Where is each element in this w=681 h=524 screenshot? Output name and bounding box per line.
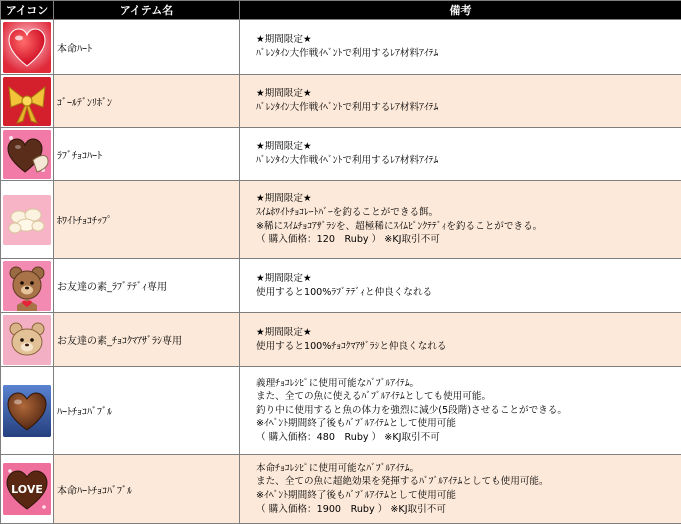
item-name: ｺﾞｰﾙﾃﾞﾝﾘﾎﾞﾝ [54, 75, 240, 128]
white-chocolate-chips-icon [3, 195, 51, 245]
heart-chocolate-bubble-icon [3, 385, 51, 437]
note-line: ★期間限定★ [256, 272, 312, 284]
item-name: お友達の素_ﾁｮｺｸﾏｱｻﾞﾗｼ専用 [54, 313, 240, 367]
note-line: ★期間限定★ [256, 34, 312, 46]
table-header-row [1, 1, 681, 20]
chocolate-heart-icon [3, 130, 51, 179]
note-line: ★期間限定★ [256, 141, 312, 153]
item-notes [240, 313, 681, 367]
note-line: （ 購入価格：120 Ruby ） ※KJ取引不可 [256, 234, 440, 246]
note-line: ﾊﾞﾚﾝﾀｲﾝ大作戦ｲﾍﾞﾝﾄで利用するﾚｱ材料ｱｲﾃﾑ [256, 102, 439, 113]
item-notes [240, 128, 681, 181]
icon-cell [1, 313, 54, 367]
note-line: 本命ﾁｮｺﾚｼﾋﾟに使用可能なﾊﾞﾌﾞﾙｱｲﾃﾑ。 [256, 462, 420, 474]
table-row [1, 259, 681, 313]
icon-cell [1, 75, 54, 128]
table-row [1, 75, 681, 128]
item-name: ﾊｰﾄﾁｮｺﾊﾞﾌﾞﾙ [54, 367, 240, 455]
note-line: ﾊﾞﾚﾝﾀｲﾝ大作戦ｲﾍﾞﾝﾄで利用するﾚｱ材料ｱｲﾃﾑ [256, 155, 439, 166]
table-row [1, 181, 681, 259]
red-heart-icon [3, 22, 51, 73]
note-line: ﾊﾞﾚﾝﾀｲﾝ大作戦ｲﾍﾞﾝﾄで利用するﾚｱ材料ｱｲﾃﾑ [256, 48, 439, 59]
table-row [1, 313, 681, 367]
icon-cell [1, 128, 54, 181]
icon-cell [1, 367, 54, 455]
icon-cell [1, 455, 54, 524]
icon-cell [1, 259, 54, 313]
love-heart-bubble-icon [3, 463, 51, 515]
note-line: 義理ﾁｮｺﾚｼﾋﾟに使用可能なﾊﾞﾌﾞﾙｱｲﾃﾑ。 [256, 377, 420, 389]
item-name: 本命ﾊｰﾄﾁｮｺﾊﾞﾌﾞﾙ [54, 455, 240, 524]
item-name: ﾎﾜｲﾄﾁｮｺﾁｯﾌﾟ [54, 181, 240, 259]
item-name-column-header: アイテム名 [54, 1, 240, 20]
table-row [1, 455, 681, 524]
table-row [1, 367, 681, 455]
note-line: また、全ての魚に超絶効果を発揮するﾊﾞﾌﾞﾙｱｲﾃﾑとしても使用可能。 [256, 476, 549, 488]
note-line: ※ｲﾍﾞﾝﾄ期間終了後もﾊﾞﾌﾞﾙｱｲﾃﾑとして使用可能 [256, 418, 456, 430]
item-notes [240, 259, 681, 313]
note-line: 使用すると100%ﾗﾌﾞﾃﾃﾞｨと仲良くなれる [256, 286, 433, 298]
note-line: 使用すると100%ﾁｮｺｸﾏｱｻﾞﾗｼと仲良くなれる [256, 340, 447, 352]
note-line: （ 購入価格：1900 Ruby ） ※KJ取引不可 [256, 503, 446, 515]
item-name: ﾗﾌﾞﾁｮｺﾊｰﾄ [54, 128, 240, 181]
table-row [1, 20, 681, 75]
golden-ribbon-icon [3, 77, 51, 126]
teddy-bear-icon [3, 261, 51, 311]
note-line: ★期間限定★ [256, 88, 312, 100]
note-line: ※稀にｽｲﾑﾁｮｺｱｻﾞﾗｼを、超極稀にｽｲﾑﾋﾟﾝｸﾃﾃﾞｨを釣ることができる。 [256, 220, 543, 232]
item-notes [240, 367, 681, 455]
love-label: LOVE [11, 483, 43, 496]
item-notes [240, 455, 681, 524]
note-line: ｽｲﾑﾎﾜｲﾄﾁｮｺﾚｰﾄﾊﾞｰを釣ることができる餌。 [256, 206, 439, 218]
choco-bear-icon [3, 315, 51, 365]
note-line: また、全ての魚に使えるﾊﾞﾌﾞﾙｱｲﾃﾑとしても使用可能。 [256, 391, 492, 403]
icon-column-header: アイコン [1, 1, 54, 20]
item-notes [240, 181, 681, 259]
item-name: 本命ﾊｰﾄ [54, 20, 240, 75]
note-line: （ 購入価格：480 Ruby ） ※KJ取引不可 [256, 431, 440, 443]
note-line: ★期間限定★ [256, 326, 312, 338]
note-line: 釣り中に使用すると魚の体力を強烈に減少(5段階)させることができる。 [256, 404, 567, 416]
item-name: お友達の素_ﾗﾌﾞﾃﾃﾞｨ専用 [54, 259, 240, 313]
table-row [1, 128, 681, 181]
note-line: ※ｲﾍﾞﾝﾄ期間終了後もﾊﾞﾌﾞﾙｱｲﾃﾑとして使用可能 [256, 490, 456, 501]
icon-cell [1, 181, 54, 259]
note-line: ★期間限定★ [256, 193, 312, 205]
icon-cell [1, 20, 54, 75]
item-notes [240, 75, 681, 128]
notes-column-header: 備考 [240, 1, 681, 20]
item-notes [240, 20, 681, 75]
